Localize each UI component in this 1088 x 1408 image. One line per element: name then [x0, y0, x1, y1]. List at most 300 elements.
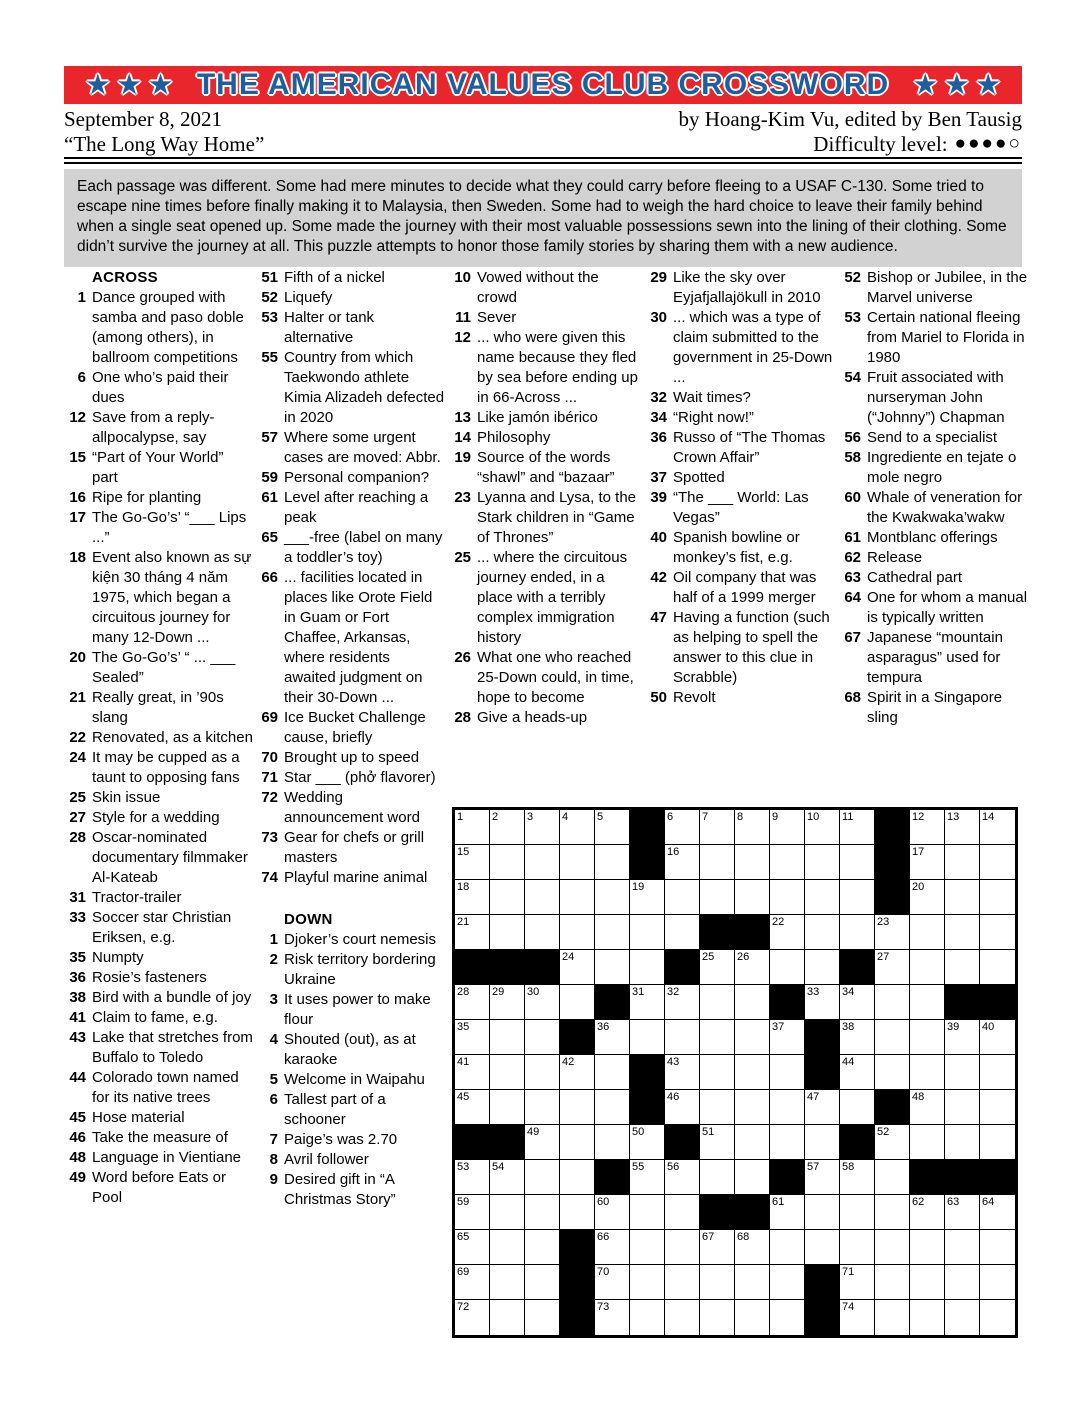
grid-cell[interactable]	[980, 1125, 1015, 1160]
grid-cell[interactable]	[840, 985, 875, 1020]
clue-item	[256, 568, 445, 708]
clue-number: 2	[269, 951, 278, 968]
grid-cell[interactable]	[875, 1300, 910, 1335]
grid-cell[interactable]	[595, 1020, 630, 1055]
grid-cell[interactable]	[910, 810, 945, 845]
grid-cell[interactable]	[490, 1265, 525, 1300]
grid-cell[interactable]	[700, 950, 735, 985]
grid-cell[interactable]	[560, 810, 595, 845]
clue-item	[64, 748, 253, 788]
clue-item	[64, 1068, 253, 1108]
grid-cell[interactable]	[490, 1300, 525, 1335]
grid-cell[interactable]	[525, 1090, 560, 1125]
grid-cell[interactable]	[490, 1020, 525, 1055]
grid-cell[interactable]	[630, 915, 665, 950]
grid-cell[interactable]	[525, 985, 560, 1020]
grid-cell[interactable]	[945, 880, 980, 915]
clue-number: 12	[454, 329, 471, 346]
grid-cell[interactable]	[665, 880, 700, 915]
clue-text: Soccer star Christian Eriksen, e.g.	[92, 909, 232, 946]
grid-cell[interactable]	[770, 1125, 805, 1160]
grid-cell[interactable]	[560, 1125, 595, 1160]
grid-cell[interactable]	[945, 845, 980, 880]
grid-cell[interactable]	[805, 1230, 840, 1265]
grid-cell[interactable]	[770, 1020, 805, 1055]
grid-cell[interactable]	[665, 1090, 700, 1125]
clue-item	[839, 528, 1028, 548]
grid-cell[interactable]	[980, 1090, 1015, 1125]
grid-cell[interactable]	[840, 1160, 875, 1195]
grid-cell[interactable]	[805, 810, 840, 845]
clue-item	[839, 588, 1028, 628]
grid-cell[interactable]	[840, 1300, 875, 1335]
clue-text: Ice Bucket Challenge cause, briefly	[284, 709, 426, 746]
grid-cell[interactable]	[875, 1195, 910, 1230]
grid-cell[interactable]	[490, 1160, 525, 1195]
grid-cell[interactable]	[665, 915, 700, 950]
clue-item	[645, 568, 834, 608]
grid-cell[interactable]	[875, 915, 910, 950]
clue-item	[645, 688, 834, 708]
grid-cell[interactable]	[595, 1265, 630, 1300]
grid-cell[interactable]	[945, 1055, 980, 1090]
grid-cell[interactable]	[525, 1055, 560, 1090]
grid-cell[interactable]	[945, 1020, 980, 1055]
grid-cell[interactable]	[980, 1020, 1015, 1055]
grid-cell[interactable]	[945, 1230, 980, 1265]
grid-cell[interactable]	[945, 915, 980, 950]
grid-cell[interactable]	[840, 1195, 875, 1230]
grid-cell[interactable]	[910, 1195, 945, 1230]
grid-cell[interactable]	[805, 985, 840, 1020]
grid-cell[interactable]	[805, 1160, 840, 1195]
grid-cell[interactable]	[910, 1300, 945, 1335]
grid-cell[interactable]	[595, 1125, 630, 1160]
grid-cell-number: 61	[772, 1196, 785, 1208]
grid-cell[interactable]	[980, 915, 1015, 950]
puzzle-date: September 8, 2021	[64, 107, 223, 131]
grid-cell[interactable]	[595, 915, 630, 950]
grid-cell[interactable]	[910, 1055, 945, 1090]
grid-cell[interactable]	[875, 1020, 910, 1055]
clue-item	[64, 648, 253, 688]
grid-cell[interactable]	[875, 985, 910, 1020]
grid-cell[interactable]	[735, 950, 770, 985]
difficulty-label: Difficulty level:	[813, 132, 948, 156]
grid-cell[interactable]	[945, 1090, 980, 1125]
grid-cell-number: 34	[842, 986, 855, 998]
grid-cell[interactable]	[490, 1055, 525, 1090]
grid-cell[interactable]	[525, 1300, 560, 1335]
grid-cell[interactable]	[665, 1055, 700, 1090]
grid-cell[interactable]	[700, 1160, 735, 1195]
grid-cell[interactable]	[840, 1230, 875, 1265]
grid-cell[interactable]	[700, 1020, 735, 1055]
clue-text: Fruit associated with nurseryman John (“Johnny”) Chapman	[867, 369, 1005, 426]
grid-cell[interactable]	[700, 845, 735, 880]
clue-item	[645, 468, 834, 488]
clue-number: 71	[261, 769, 278, 786]
grid-cell[interactable]	[630, 1230, 665, 1265]
grid-cell[interactable]	[700, 810, 735, 845]
grid-cell[interactable]	[840, 1090, 875, 1125]
grid-cell[interactable]	[805, 1090, 840, 1125]
grid-cell[interactable]	[455, 1160, 490, 1195]
clue-number: 52	[261, 289, 278, 306]
grid-cell[interactable]	[700, 1055, 735, 1090]
grid-cell[interactable]	[945, 1300, 980, 1335]
grid-cell[interactable]	[980, 810, 1015, 845]
grid-cell[interactable]	[910, 950, 945, 985]
clue-item	[64, 808, 253, 828]
clue-text: Tractor-trailer	[92, 889, 182, 906]
grid-cell[interactable]	[875, 1055, 910, 1090]
grid-cell[interactable]	[700, 1265, 735, 1300]
grid-cell[interactable]	[525, 1195, 560, 1230]
grid-cell[interactable]	[700, 1230, 735, 1265]
grid-cell[interactable]	[455, 1055, 490, 1090]
grid-black-cell	[770, 1160, 805, 1195]
grid-cell-number: 24	[562, 951, 575, 963]
grid-cell-number: 37	[772, 1021, 785, 1033]
grid-cell[interactable]	[875, 950, 910, 985]
grid-cell[interactable]	[770, 1300, 805, 1335]
grid-cell[interactable]	[805, 880, 840, 915]
grid-cell-number: 60	[597, 1196, 610, 1208]
grid-cell[interactable]	[980, 950, 1015, 985]
clue-text: Hose material	[92, 1109, 185, 1126]
grid-cell[interactable]	[630, 1125, 665, 1160]
clue-item	[64, 948, 253, 968]
grid-cell[interactable]	[980, 1195, 1015, 1230]
grid-cell[interactable]	[840, 1055, 875, 1090]
grid-cell[interactable]	[735, 1265, 770, 1300]
grid-cell[interactable]	[560, 985, 595, 1020]
grid-cell-number: 53	[457, 1161, 470, 1173]
grid-cell[interactable]	[560, 1195, 595, 1230]
grid-cell[interactable]	[875, 1160, 910, 1195]
grid-cell[interactable]	[525, 880, 560, 915]
clue-number: 18	[69, 549, 86, 566]
grid-cell[interactable]	[980, 845, 1015, 880]
grid-cell[interactable]	[525, 915, 560, 950]
grid-cell[interactable]	[735, 810, 770, 845]
clue-item	[645, 608, 834, 688]
clue-item	[64, 508, 253, 548]
clue-text: Skin issue	[92, 789, 161, 806]
clue-number: 64	[844, 589, 861, 606]
grid-cell[interactable]	[560, 1160, 595, 1195]
clue-number: 57	[261, 429, 278, 446]
grid-cell[interactable]	[490, 1090, 525, 1125]
clue-text: ... which was a type of claim submitted to the government in 25-Down ...	[673, 309, 833, 386]
grid-cell[interactable]	[910, 1230, 945, 1265]
grid-cell[interactable]	[630, 985, 665, 1020]
clue-item	[64, 368, 253, 408]
grid-cell[interactable]	[490, 880, 525, 915]
grid-cell[interactable]	[455, 880, 490, 915]
grid-cell[interactable]	[945, 1265, 980, 1300]
clue-number: 49	[69, 1169, 86, 1186]
clue-item	[64, 828, 253, 888]
grid-cell[interactable]	[560, 1055, 595, 1090]
clue-text: Whale of veneration for the Kwakwaka’wakw	[867, 489, 1023, 526]
clue-item	[645, 268, 834, 308]
grid-cell[interactable]	[735, 845, 770, 880]
grid-cell[interactable]	[875, 1265, 910, 1300]
grid-cell-number: 19	[632, 881, 645, 893]
clue-text: Japanese “mountain asparagus” used for tempura	[867, 629, 1003, 686]
grid-cell[interactable]	[490, 810, 525, 845]
grid-cell[interactable]	[910, 1265, 945, 1300]
grid-cell[interactable]	[455, 1265, 490, 1300]
clue-item	[64, 688, 253, 728]
grid-cell[interactable]	[665, 1230, 700, 1265]
grid-cell[interactable]	[595, 1055, 630, 1090]
clue-number: 36	[650, 429, 667, 446]
grid-cell[interactable]	[840, 1265, 875, 1300]
grid-cell[interactable]	[595, 1230, 630, 1265]
clue-item	[64, 548, 253, 648]
grid-cell[interactable]	[770, 1265, 805, 1300]
grid-cell[interactable]	[735, 1125, 770, 1160]
clue-text: Colorado town named for its native trees	[92, 1069, 239, 1106]
grid-cell[interactable]	[455, 1230, 490, 1265]
clue-item	[645, 308, 834, 388]
clue-number: 22	[69, 729, 86, 746]
grid-cell[interactable]	[560, 915, 595, 950]
grid-cell[interactable]	[490, 915, 525, 950]
grid-cell[interactable]	[665, 1020, 700, 1055]
grid-cell-number: 23	[877, 916, 890, 928]
grid-cell[interactable]	[455, 845, 490, 880]
grid-cell-number: 2	[492, 811, 499, 823]
grid-cell[interactable]	[735, 1230, 770, 1265]
clue-item	[256, 1170, 445, 1210]
grid-cell[interactable]	[560, 880, 595, 915]
grid-cell[interactable]	[525, 845, 560, 880]
grid-cell[interactable]	[490, 1230, 525, 1265]
grid-black-cell	[595, 1160, 630, 1195]
grid-cell-number: 59	[457, 1196, 470, 1208]
grid-cell[interactable]	[735, 1090, 770, 1125]
grid-cell[interactable]	[735, 1055, 770, 1090]
clue-number: 33	[69, 909, 86, 926]
grid-cell[interactable]	[945, 950, 980, 985]
grid-cell[interactable]	[875, 1125, 910, 1160]
clue-item	[256, 1150, 445, 1170]
clue-number: 29	[650, 269, 667, 286]
grid-cell[interactable]	[630, 950, 665, 985]
grid-cell[interactable]	[525, 1125, 560, 1160]
grid-cell[interactable]	[840, 1020, 875, 1055]
grid-cell[interactable]	[770, 1230, 805, 1265]
grid-cell[interactable]	[455, 915, 490, 950]
grid-cell[interactable]	[630, 880, 665, 915]
grid-cell[interactable]	[595, 1195, 630, 1230]
grid-cell[interactable]	[560, 1090, 595, 1125]
grid-cell[interactable]	[525, 1265, 560, 1300]
grid-cell[interactable]	[595, 810, 630, 845]
grid-cell[interactable]	[805, 950, 840, 985]
clue-item	[64, 1168, 253, 1208]
grid-cell[interactable]	[630, 1265, 665, 1300]
grid-cell[interactable]	[770, 845, 805, 880]
grid-cell[interactable]	[735, 880, 770, 915]
clue-list-header: ACROSS	[92, 269, 158, 286]
grid-cell[interactable]	[490, 1195, 525, 1230]
grid-cell[interactable]	[910, 1125, 945, 1160]
grid-cell[interactable]	[525, 810, 560, 845]
grid-cell[interactable]	[455, 1195, 490, 1230]
clue-number: 7	[269, 1131, 278, 1148]
grid-cell[interactable]	[805, 915, 840, 950]
grid-cell[interactable]	[630, 1195, 665, 1230]
clue-text: Desired gift in “A Christmas Story”	[284, 1171, 396, 1208]
grid-cell[interactable]	[700, 880, 735, 915]
grid-cell[interactable]	[770, 810, 805, 845]
grid-cell[interactable]	[665, 1195, 700, 1230]
grid-cell-number: 32	[667, 986, 680, 998]
grid-cell[interactable]	[595, 845, 630, 880]
grid-cell[interactable]	[455, 1020, 490, 1055]
grid-cell-number: 41	[457, 1056, 470, 1068]
grid-cell[interactable]	[735, 1300, 770, 1335]
grid-cell[interactable]	[490, 845, 525, 880]
clue-text: Gear for chefs or grill masters	[284, 829, 425, 866]
grid-cell[interactable]	[945, 810, 980, 845]
grid-cell[interactable]	[455, 985, 490, 1020]
grid-cell[interactable]	[735, 1020, 770, 1055]
grid-cell[interactable]	[805, 845, 840, 880]
grid-cell[interactable]	[665, 1300, 700, 1335]
grid-cell[interactable]	[700, 985, 735, 1020]
grid-cell[interactable]	[525, 1230, 560, 1265]
masthead-banner	[64, 66, 1022, 104]
grid-cell[interactable]	[840, 810, 875, 845]
clue-item	[839, 688, 1028, 728]
grid-cell[interactable]	[665, 985, 700, 1020]
clue-text: ... facilities located in places like Orote Field in Guam or Fort Chaffee, Arkansas, where residents awaited judgment on their 30-Down ...	[284, 569, 433, 706]
grid-cell[interactable]	[665, 810, 700, 845]
grid-cell[interactable]	[770, 950, 805, 985]
grid-cell[interactable]	[980, 1265, 1015, 1300]
grid-cell[interactable]	[700, 1300, 735, 1335]
grid-cell[interactable]	[840, 845, 875, 880]
clue-item	[839, 548, 1028, 568]
grid-cell[interactable]	[945, 1195, 980, 1230]
grid-cell[interactable]	[490, 985, 525, 1020]
clue-text: Country from which Taekwondo athlete Kimia Alizadeh defected in 2020	[284, 349, 445, 426]
grid-cell-number: 42	[562, 1056, 575, 1068]
grid-cell[interactable]	[805, 1125, 840, 1160]
clue-column-2	[256, 268, 445, 1210]
grid-cell[interactable]	[770, 880, 805, 915]
clue-item	[64, 908, 253, 948]
clue-item	[64, 408, 253, 448]
puzzle-title: “The Long Way Home”	[64, 132, 265, 156]
stars-left-icon: ★★★	[86, 71, 181, 99]
grid-black-cell	[665, 950, 700, 985]
clue-number: 16	[69, 489, 86, 506]
grid-cell[interactable]	[665, 1160, 700, 1195]
clue-number: 58	[844, 449, 861, 466]
grid-cell[interactable]	[770, 1195, 805, 1230]
grid-cell[interactable]	[980, 1055, 1015, 1090]
clue-text: Release	[867, 549, 923, 566]
grid-cell[interactable]	[770, 1090, 805, 1125]
grid-cell[interactable]	[595, 950, 630, 985]
grid-cell[interactable]	[770, 915, 805, 950]
clue-number: 31	[69, 889, 86, 906]
grid-cell[interactable]	[805, 1195, 840, 1230]
grid-cell[interactable]	[560, 950, 595, 985]
grid-cell[interactable]	[980, 1300, 1015, 1335]
grid-cell[interactable]	[735, 985, 770, 1020]
grid-cell[interactable]	[875, 1230, 910, 1265]
grid-cell[interactable]	[525, 1020, 560, 1055]
grid-cell[interactable]	[980, 1230, 1015, 1265]
grid-cell[interactable]	[770, 1055, 805, 1090]
grid-cell[interactable]	[630, 1300, 665, 1335]
grid-cell[interactable]	[455, 810, 490, 845]
clue-text: Certain national fleeing from Mariel to Florida in 1980	[867, 309, 1025, 366]
grid-cell[interactable]	[910, 1020, 945, 1055]
grid-cell[interactable]	[910, 915, 945, 950]
grid-cell[interactable]	[560, 845, 595, 880]
clue-number: 21	[69, 689, 86, 706]
grid-cell[interactable]	[980, 880, 1015, 915]
grid-cell[interactable]	[525, 1160, 560, 1195]
clue-text: Oscar-nominated documentary filmmaker Al-Kateab	[92, 829, 248, 886]
clue-item	[256, 748, 445, 768]
grid-cell[interactable]	[910, 1090, 945, 1125]
grid-cell[interactable]	[910, 880, 945, 915]
grid-cell-number: 11	[842, 811, 854, 823]
grid-cell[interactable]	[700, 1090, 735, 1125]
grid-cell[interactable]	[910, 845, 945, 880]
clue-text: ... where the circuitous journey ended, in a place with a terribly complex immigration history	[477, 549, 628, 646]
clue-text: Level after reaching a peak	[284, 489, 429, 526]
grid-cell[interactable]	[595, 880, 630, 915]
clue-number: 4	[269, 1031, 278, 1048]
grid-cell[interactable]	[455, 1090, 490, 1125]
grid-black-cell	[805, 1020, 840, 1055]
grid-cell[interactable]	[910, 985, 945, 1020]
grid-cell[interactable]	[735, 1160, 770, 1195]
clue-text: Style for a wedding	[92, 809, 220, 826]
grid-cell[interactable]	[455, 1300, 490, 1335]
grid-cell-number: 73	[597, 1301, 610, 1313]
grid-cell-number: 13	[947, 811, 960, 823]
clue-text: Russo of “The Thomas Crown Affair”	[673, 429, 826, 466]
clue-item	[839, 308, 1028, 368]
grid-cell[interactable]	[595, 1300, 630, 1335]
grid-cell[interactable]	[630, 1160, 665, 1195]
grid-cell[interactable]	[630, 1020, 665, 1055]
grid-cell-number: 43	[667, 1056, 680, 1068]
grid-cell[interactable]	[665, 845, 700, 880]
clue-number: 11	[455, 309, 471, 326]
grid-cell[interactable]	[840, 915, 875, 950]
clue-text: Playful marine animal	[284, 869, 428, 886]
clue-item	[256, 950, 445, 990]
grid-cell[interactable]	[665, 1265, 700, 1300]
grid-cell[interactable]	[700, 1125, 735, 1160]
grid-cell[interactable]	[595, 1090, 630, 1125]
grid-cell[interactable]	[840, 880, 875, 915]
grid-cell[interactable]	[945, 1125, 980, 1160]
